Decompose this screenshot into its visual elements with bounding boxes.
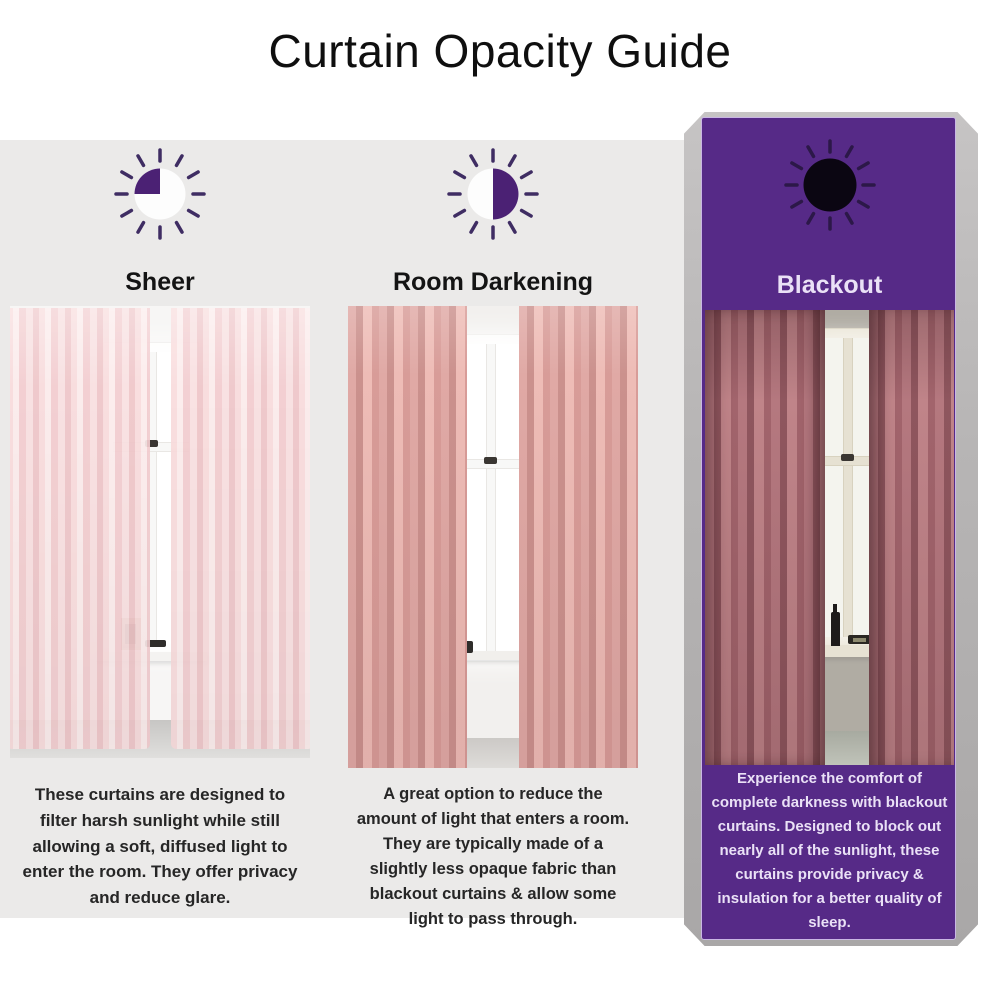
column-blackout [703, 0, 956, 1000]
window-latch [841, 454, 854, 461]
sun-fully-filled-icon [782, 137, 878, 233]
bottle-on-sill [831, 612, 840, 646]
sheer-heading: Sheer [125, 268, 195, 296]
window-latch [484, 457, 497, 464]
window-mullion-vertical [486, 344, 496, 652]
room-darkening-description: A great option to reduce the amount of light that enters a room. They are typically made of a slightly less opaque fabric than blackout curtains & allow some light to pass through. [356, 785, 630, 929]
page-title: Curtain Opacity Guide [268, 25, 732, 77]
room-darkening-curtains-photo [348, 306, 638, 768]
window-mullion-vertical [843, 338, 853, 637]
sheer-curtain-left [10, 308, 150, 749]
sheer-curtain-right [171, 308, 311, 749]
sill-handle [848, 635, 870, 645]
blackout-curtain-left [705, 310, 825, 765]
column-sheer [10, 0, 310, 1000]
blackout-description: Experience the comfort of complete darkness with blackout curtains. Designed to block out nearly all of the sunlight, these curtains provide privacy & insulation for a better quality of sleep. [711, 770, 948, 931]
column-room-darkening [346, 0, 640, 1000]
sun-quarter-filled-icon [112, 146, 208, 242]
sheer-description: These curtains are designed to filter harsh sunlight while still allowing a soft, diffused light to enter the room. They offer privacy and reduce glare. [22, 785, 298, 908]
room-darkening-curtain-left [348, 306, 467, 768]
room-darkening-heading: Room Darkening [392, 268, 594, 296]
sheer-curtains-photo [10, 306, 310, 758]
room-darkening-curtain-right [519, 306, 638, 768]
blackout-curtain-right [869, 310, 954, 765]
blackout-heading: Blackout [776, 271, 883, 299]
blackout-curtains-photo [705, 310, 954, 765]
sun-half-filled-icon [445, 146, 541, 242]
